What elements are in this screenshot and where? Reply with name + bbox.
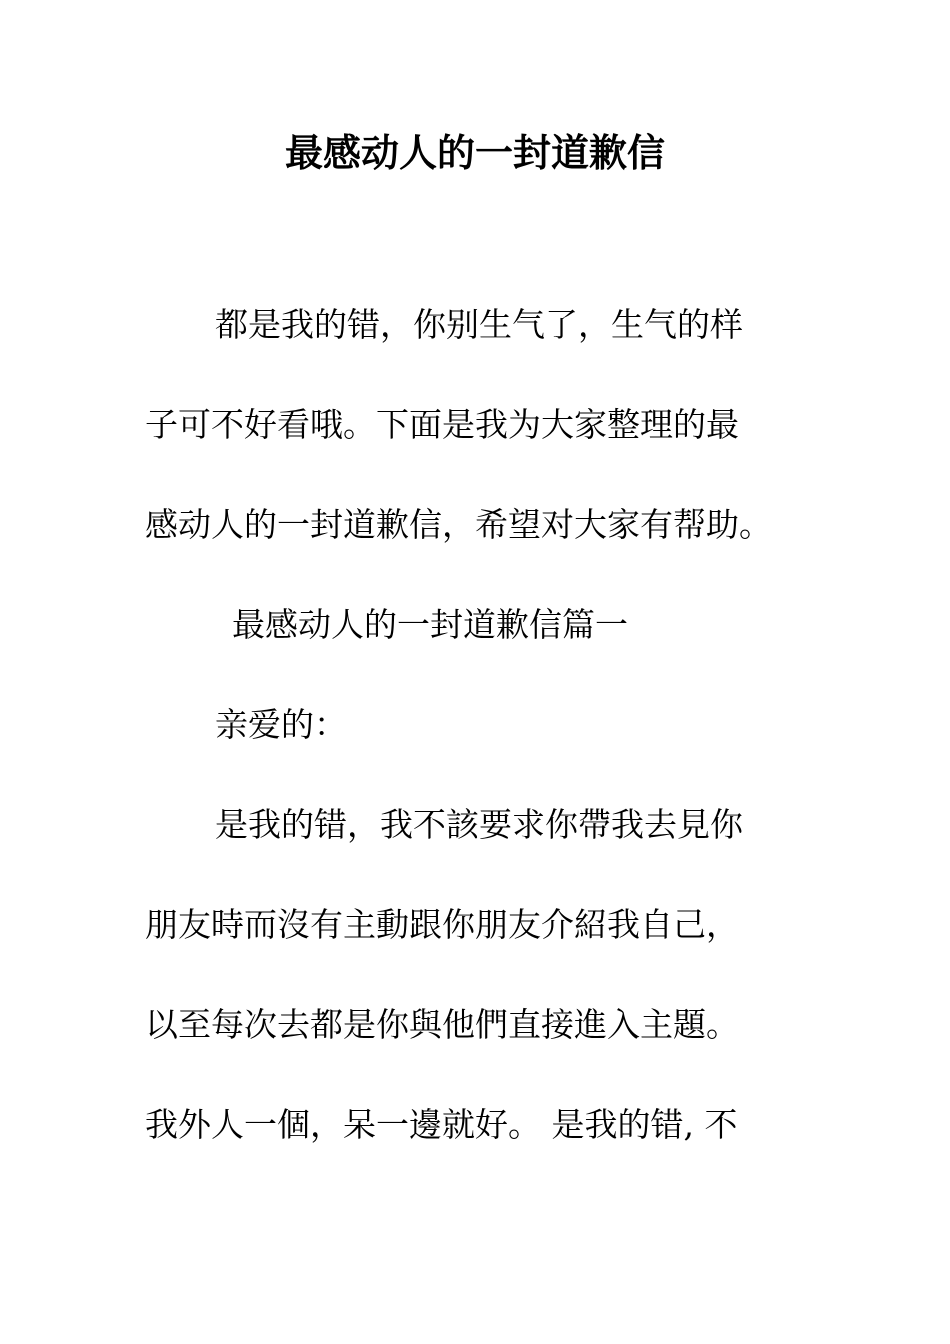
paragraph-line-1: 都是我的错，你别生气了，生气的样 bbox=[215, 305, 743, 344]
section-heading: 最感动人的一封道歉信篇一 bbox=[232, 605, 628, 644]
salutation: 亲爱的： bbox=[215, 705, 347, 744]
document-title: 最感动人的一封道歉信 bbox=[284, 130, 665, 175]
letter-line-3: 以至每次去都是你與他們直接進入主題。 bbox=[145, 1005, 739, 1044]
letter-line-2: 朋友時而沒有主動跟你朋友介紹我自己， bbox=[145, 905, 739, 944]
letter-line-1: 是我的错，我不該要求你帶我去見你 bbox=[215, 805, 743, 844]
letter-line-4: 我外人一個，呆一邊就好。 是我的错, 不 bbox=[145, 1105, 738, 1144]
paragraph-line-3: 感动人的一封道歉信，希望对大家有帮助。 bbox=[145, 505, 772, 544]
paragraph-line-2: 子可不好看哦。下面是我为大家整理的最 bbox=[145, 405, 739, 444]
